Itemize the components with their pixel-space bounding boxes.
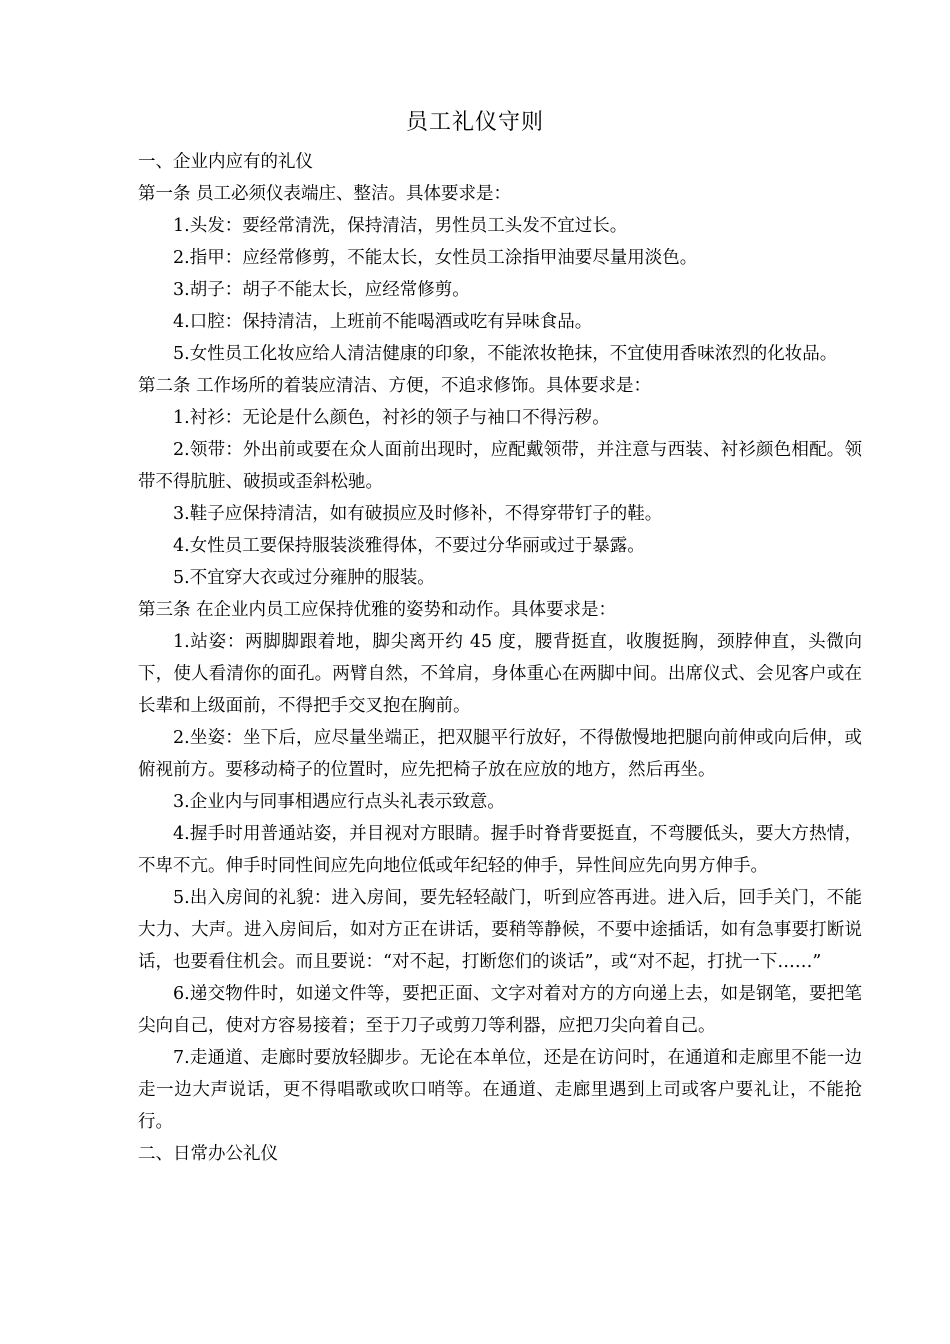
list-item-paragraph: 1.站姿：两脚脚跟着地，脚尖离开约 45 度，腰背挺直，收腹挺胸，颈脖伸直，头微向下，使人看清你的面孔。两臂自然，不耸肩，身体重心在两脚中间。出席仪式、会见客户或在长辈和上级面前，不得把手交叉抱在胸前。	[138, 632, 862, 716]
section-heading: 第二条 工作场所的着装应清洁、方便，不追求修饰。具体要求是：	[138, 376, 652, 396]
section-heading: 第三条 在企业内员工应保持优雅的姿势和动作。具体要求是：	[138, 600, 617, 620]
document-title: 员工礼仪守则	[405, 110, 544, 135]
list-item-paragraph: 2.领带：外出前或要在众人面前出现时，应配戴领带，并注意与西装、衬衫颜色相配。领带不得肮脏、破损或歪斜松驰。	[138, 440, 862, 492]
list-item-paragraph: 3.鞋子应保持清洁，如有破损应及时修补，不得穿带钉子的鞋。	[173, 504, 663, 524]
list-item-paragraph: 1.衬衫：无论是什么颜色，衬衫的领子与袖口不得污秽。	[173, 408, 610, 428]
list-item-paragraph: 5.女性员工化妆应给人清洁健康的印象，不能浓妆艳抹，不宜使用香味浓烈的化妆品。	[173, 344, 838, 364]
list-item-paragraph: 4.口腔：保持清洁，上班前不能喝酒或吃有异味食品。	[173, 312, 593, 332]
list-item-paragraph: 5.不宜穿大衣或过分雍肿的服装。	[173, 568, 435, 588]
list-item-paragraph: 3.胡子：胡子不能太长，应经常修剪。	[173, 280, 470, 300]
section-heading: 一、企业内应有的礼仪	[138, 152, 313, 172]
list-item-paragraph: 2.坐姿：坐下后，应尽量坐端正，把双腿平行放好，不得傲慢地把腿向前伸或向后伸，或俯视前方。要移动椅子的位置时，应先把椅子放在应放的地方，然后再坐。	[138, 728, 862, 780]
section-heading: 第一条 员工必须仪表端庄、整洁。具体要求是：	[138, 184, 512, 204]
list-item-paragraph: 4.女性员工要保持服装淡雅得体，不要过分华丽或过于暴露。	[173, 536, 645, 556]
list-item-paragraph: 2.指甲：应经常修剪，不能太长，女性员工涂指甲油要尽量用淡色。	[173, 248, 698, 268]
list-item-paragraph: 1.头发：要经常清洗，保持清洁，男性员工头发不宜过长。	[173, 216, 628, 236]
section-heading: 二、日常办公礼仪	[138, 1144, 278, 1164]
list-item-paragraph: 6.递交物件时，如递文件等，要把正面、文字对着对方的方向递上去，如是钢笔，要把笔尖向自己，使对方容易接着；至于刀子或剪刀等利器，应把刀尖向着自己。	[138, 984, 862, 1036]
list-item-paragraph: 5.出入房间的礼貌：进入房间，要先轻轻敲门，听到应答再进。进入后，回手关门，不能大力、大声。进入房间后，如对方正在讲话，要稍等静候，不要中途插话，如有急事要打断说话，也要看住机会。而且要说：“对不起，打断您们的谈话”，或“对不起，打扰一下……”	[138, 888, 862, 972]
list-item-paragraph: 7.走通道、走廊时要放轻脚步。无论在本单位，还是在访问时，在通道和走廊里不能一边走一边大声说话，更不得唱歌或吹口哨等。在通道、走廊里遇到上司或客户要礼让，不能抢行。	[138, 1048, 862, 1132]
list-item-paragraph: 4.握手时用普通站姿，并目视对方眼睛。握手时脊背要挺直，不弯腰低头，要大方热情，不卑不亢。伸手时同性间应先向地位低或年纪轻的伸手，异性间应先向男方伸手。	[138, 824, 862, 876]
list-item-paragraph: 3.企业内与同事相遇应行点头礼表示致意。	[173, 792, 505, 812]
document-body	[138, 146, 862, 1170]
